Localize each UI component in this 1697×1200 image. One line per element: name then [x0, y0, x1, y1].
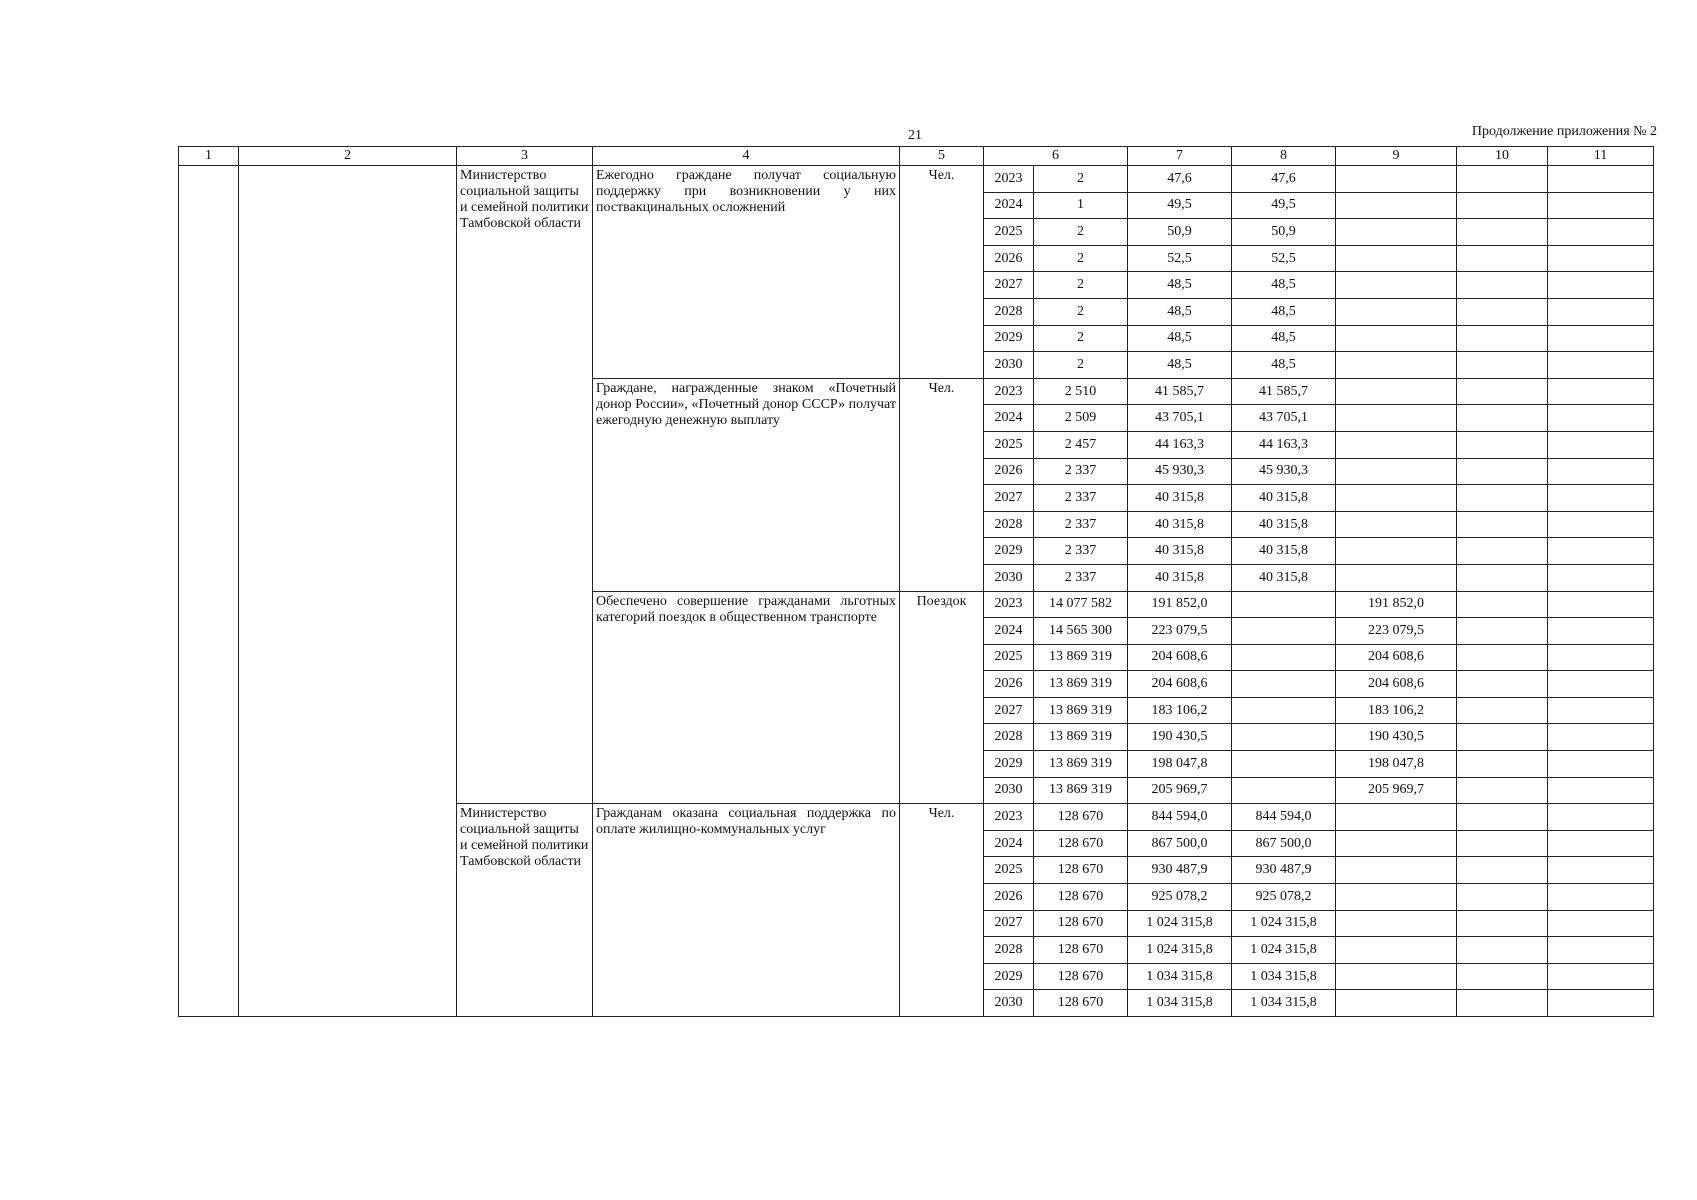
value-cell-7: 223 079,5: [1128, 618, 1232, 645]
value-cell-11: [1548, 910, 1654, 937]
year-cell: 2027: [984, 910, 1034, 937]
value-cell-11: [1548, 804, 1654, 831]
value-cell-9: [1336, 538, 1457, 565]
value-cell-7: 41 585,7: [1128, 378, 1232, 405]
value-cell-7: 204 608,6: [1128, 671, 1232, 698]
year-cell: 2025: [984, 431, 1034, 458]
value-cell-7: 49,5: [1128, 192, 1232, 219]
year-cell: 2025: [984, 219, 1034, 246]
value-cell-8: 1 024 315,8: [1232, 910, 1336, 937]
value-cell-8: 48,5: [1232, 298, 1336, 325]
year-cell: 2023: [984, 804, 1034, 831]
value-cell-6: 2 337: [1034, 564, 1128, 591]
col-header: 1: [179, 147, 239, 166]
value-cell-6: 1: [1034, 192, 1128, 219]
value-cell-10: [1457, 298, 1548, 325]
value-cell-11: [1548, 777, 1654, 804]
value-cell-10: [1457, 325, 1548, 352]
value-cell-8: 925 078,2: [1232, 884, 1336, 911]
value-cell-6: 2: [1034, 352, 1128, 379]
year-cell: 2028: [984, 511, 1034, 538]
value-cell-9: [1336, 431, 1457, 458]
value-cell-9: 204 608,6: [1336, 671, 1457, 698]
value-cell-6: 128 670: [1034, 804, 1128, 831]
year-cell: 2029: [984, 963, 1034, 990]
value-cell-9: [1336, 458, 1457, 485]
value-cell-7: 204 608,6: [1128, 644, 1232, 671]
cell-col1: [179, 166, 239, 1017]
value-cell-9: [1336, 884, 1457, 911]
agency-cell: Министерство социальной защиты и семейной политики Тамбовской области: [457, 166, 593, 804]
value-cell-7: 1 024 315,8: [1128, 937, 1232, 964]
year-cell: 2023: [984, 591, 1034, 618]
value-cell-6: 2 510: [1034, 378, 1128, 405]
year-cell: 2026: [984, 458, 1034, 485]
value-cell-7: 48,5: [1128, 352, 1232, 379]
unit-cell: Поездок: [900, 591, 984, 804]
value-cell-6: 13 869 319: [1034, 671, 1128, 698]
value-cell-11: [1548, 431, 1654, 458]
year-cell: 2027: [984, 272, 1034, 299]
year-cell: 2029: [984, 325, 1034, 352]
value-cell-8: [1232, 751, 1336, 778]
value-cell-8: 40 315,8: [1232, 538, 1336, 565]
value-cell-11: [1548, 671, 1654, 698]
value-cell-6: 2: [1034, 219, 1128, 246]
value-cell-6: 13 869 319: [1034, 777, 1128, 804]
year-cell: 2028: [984, 298, 1034, 325]
value-cell-10: [1457, 511, 1548, 538]
value-cell-10: [1457, 245, 1548, 272]
year-cell: 2026: [984, 671, 1034, 698]
value-cell-8: 44 163,3: [1232, 431, 1336, 458]
value-cell-7: 930 487,9: [1128, 857, 1232, 884]
value-cell-10: [1457, 192, 1548, 219]
value-cell-6: 2 509: [1034, 405, 1128, 432]
value-cell-10: [1457, 671, 1548, 698]
value-cell-7: 1 024 315,8: [1128, 910, 1232, 937]
year-cell: 2023: [984, 378, 1034, 405]
year-cell: 2027: [984, 697, 1034, 724]
year-cell: 2024: [984, 830, 1034, 857]
value-cell-9: 191 852,0: [1336, 591, 1457, 618]
value-cell-11: [1548, 192, 1654, 219]
value-cell-8: [1232, 777, 1336, 804]
year-cell: 2026: [984, 245, 1034, 272]
value-cell-8: [1232, 618, 1336, 645]
value-cell-7: 198 047,8: [1128, 751, 1232, 778]
value-cell-10: [1457, 618, 1548, 645]
value-cell-10: [1457, 937, 1548, 964]
year-cell: 2029: [984, 751, 1034, 778]
value-cell-10: [1457, 591, 1548, 618]
value-cell-9: [1336, 511, 1457, 538]
value-cell-10: [1457, 538, 1548, 565]
value-cell-7: 40 315,8: [1128, 564, 1232, 591]
value-cell-9: [1336, 245, 1457, 272]
value-cell-11: [1548, 857, 1654, 884]
value-cell-6: 2: [1034, 325, 1128, 352]
value-cell-6: 2 337: [1034, 485, 1128, 512]
year-cell: 2025: [984, 857, 1034, 884]
value-cell-11: [1548, 591, 1654, 618]
value-cell-6: 128 670: [1034, 990, 1128, 1017]
value-cell-7: 205 969,7: [1128, 777, 1232, 804]
value-cell-7: 47,6: [1128, 166, 1232, 193]
col-header: 10: [1457, 147, 1548, 166]
value-cell-10: [1457, 910, 1548, 937]
value-cell-6: 2 337: [1034, 458, 1128, 485]
year-cell: 2024: [984, 405, 1034, 432]
value-cell-9: 205 969,7: [1336, 777, 1457, 804]
value-cell-8: 52,5: [1232, 245, 1336, 272]
value-cell-8: 930 487,9: [1232, 857, 1336, 884]
value-cell-11: [1548, 485, 1654, 512]
value-cell-8: 1 024 315,8: [1232, 937, 1336, 964]
value-cell-10: [1457, 990, 1548, 1017]
value-cell-6: 14 565 300: [1034, 618, 1128, 645]
value-cell-10: [1457, 219, 1548, 246]
value-cell-9: [1336, 325, 1457, 352]
value-cell-6: 14 077 582: [1034, 591, 1128, 618]
value-cell-7: 867 500,0: [1128, 830, 1232, 857]
value-cell-7: 40 315,8: [1128, 511, 1232, 538]
value-cell-9: [1336, 405, 1457, 432]
value-cell-7: 1 034 315,8: [1128, 963, 1232, 990]
value-cell-10: [1457, 724, 1548, 751]
unit-cell: Чел.: [900, 378, 984, 591]
value-cell-11: [1548, 166, 1654, 193]
table-row: [179, 166, 1654, 193]
value-cell-10: [1457, 378, 1548, 405]
value-cell-10: [1457, 405, 1548, 432]
value-cell-7: 48,5: [1128, 298, 1232, 325]
col-header: 7: [1128, 147, 1232, 166]
value-cell-6: 128 670: [1034, 884, 1128, 911]
value-cell-11: [1548, 564, 1654, 591]
col-header: 8: [1232, 147, 1336, 166]
col-header: 11: [1548, 147, 1654, 166]
value-cell-8: 40 315,8: [1232, 485, 1336, 512]
value-cell-6: 13 869 319: [1034, 697, 1128, 724]
value-cell-6: 2 457: [1034, 431, 1128, 458]
value-cell-10: [1457, 458, 1548, 485]
unit-cell: Чел.: [900, 804, 984, 1017]
value-cell-7: 1 034 315,8: [1128, 990, 1232, 1017]
value-cell-11: [1548, 325, 1654, 352]
col-header: 4: [593, 147, 900, 166]
value-cell-7: 48,5: [1128, 325, 1232, 352]
value-cell-8: [1232, 697, 1336, 724]
value-cell-9: [1336, 298, 1457, 325]
value-cell-11: [1548, 724, 1654, 751]
year-cell: 2023: [984, 166, 1034, 193]
description-cell: Гражданам оказана социальная поддержка по оплате жилищно-коммунальных услуг: [593, 804, 900, 1017]
value-cell-9: [1336, 910, 1457, 937]
value-cell-10: [1457, 697, 1548, 724]
value-cell-8: 867 500,0: [1232, 830, 1336, 857]
value-cell-10: [1457, 830, 1548, 857]
value-cell-8: [1232, 644, 1336, 671]
value-cell-11: [1548, 352, 1654, 379]
value-cell-7: 191 852,0: [1128, 591, 1232, 618]
year-cell: 2028: [984, 724, 1034, 751]
value-cell-9: 198 047,8: [1336, 751, 1457, 778]
value-cell-8: 48,5: [1232, 272, 1336, 299]
value-cell-10: [1457, 804, 1548, 831]
value-cell-9: [1336, 378, 1457, 405]
value-cell-6: 128 670: [1034, 937, 1128, 964]
value-cell-7: 925 078,2: [1128, 884, 1232, 911]
value-cell-6: 2: [1034, 245, 1128, 272]
value-cell-6: 128 670: [1034, 857, 1128, 884]
value-cell-11: [1548, 751, 1654, 778]
value-cell-9: [1336, 830, 1457, 857]
value-cell-8: 50,9: [1232, 219, 1336, 246]
description-cell: Ежегодно граждане получат социальную поддержку при возникновении у них поствакцинальных осложнений: [593, 166, 900, 379]
value-cell-11: [1548, 378, 1654, 405]
value-cell-6: 2: [1034, 298, 1128, 325]
value-cell-6: 2: [1034, 272, 1128, 299]
value-cell-9: [1336, 804, 1457, 831]
year-cell: 2030: [984, 564, 1034, 591]
year-cell: 2030: [984, 352, 1034, 379]
value-cell-11: [1548, 298, 1654, 325]
value-cell-9: 183 106,2: [1336, 697, 1457, 724]
value-cell-10: [1457, 166, 1548, 193]
year-cell: 2029: [984, 538, 1034, 565]
appendix-caption: Продолжение приложения № 2: [1471, 124, 1657, 139]
col-header: 2: [239, 147, 457, 166]
description-cell: Обеспечено совершение гражданами льготных категорий поездок в общественном транспорте: [593, 591, 900, 804]
value-cell-11: [1548, 830, 1654, 857]
value-cell-11: [1548, 884, 1654, 911]
description-cell: Граждане, награжденные знаком «Почетный донор России», «Почетный донор СССР» получат ежегодную денежную выплату: [593, 378, 900, 591]
value-cell-10: [1457, 884, 1548, 911]
year-cell: 2030: [984, 777, 1034, 804]
value-cell-11: [1548, 511, 1654, 538]
value-cell-8: 1 034 315,8: [1232, 963, 1336, 990]
value-cell-9: [1336, 857, 1457, 884]
value-cell-7: 45 930,3: [1128, 458, 1232, 485]
value-cell-6: 2 337: [1034, 538, 1128, 565]
value-cell-11: [1548, 405, 1654, 432]
value-cell-7: 48,5: [1128, 272, 1232, 299]
value-cell-6: 2 337: [1034, 511, 1128, 538]
cell-col2: [239, 166, 457, 1017]
value-cell-8: 48,5: [1232, 325, 1336, 352]
value-cell-6: 128 670: [1034, 963, 1128, 990]
value-cell-8: 47,6: [1232, 166, 1336, 193]
value-cell-8: 1 034 315,8: [1232, 990, 1336, 1017]
value-cell-11: [1548, 618, 1654, 645]
value-cell-11: [1548, 644, 1654, 671]
col-header: 9: [1336, 147, 1457, 166]
value-cell-9: [1336, 963, 1457, 990]
value-cell-7: 44 163,3: [1128, 431, 1232, 458]
value-cell-9: 204 608,6: [1336, 644, 1457, 671]
value-cell-11: [1548, 697, 1654, 724]
page-number: 21: [908, 128, 922, 143]
value-cell-10: [1457, 431, 1548, 458]
year-cell: 2025: [984, 644, 1034, 671]
value-cell-9: 223 079,5: [1336, 618, 1457, 645]
value-cell-10: [1457, 644, 1548, 671]
value-cell-6: 13 869 319: [1034, 724, 1128, 751]
value-cell-9: [1336, 272, 1457, 299]
value-cell-8: [1232, 724, 1336, 751]
value-cell-10: [1457, 777, 1548, 804]
year-cell: 2024: [984, 192, 1034, 219]
year-cell: 2026: [984, 884, 1034, 911]
value-cell-10: [1457, 485, 1548, 512]
value-cell-7: 52,5: [1128, 245, 1232, 272]
value-cell-8: [1232, 671, 1336, 698]
value-cell-7: 40 315,8: [1128, 485, 1232, 512]
value-cell-6: 2: [1034, 166, 1128, 193]
value-cell-10: [1457, 963, 1548, 990]
value-cell-7: 844 594,0: [1128, 804, 1232, 831]
year-cell: 2027: [984, 485, 1034, 512]
value-cell-6: 128 670: [1034, 830, 1128, 857]
value-cell-8: 43 705,1: [1232, 405, 1336, 432]
value-cell-8: 45 930,3: [1232, 458, 1336, 485]
value-cell-9: [1336, 166, 1457, 193]
year-cell: 2030: [984, 990, 1034, 1017]
value-cell-9: 190 430,5: [1336, 724, 1457, 751]
unit-cell: Чел.: [900, 166, 984, 379]
value-cell-9: [1336, 352, 1457, 379]
value-cell-11: [1548, 937, 1654, 964]
value-cell-11: [1548, 990, 1654, 1017]
value-cell-8: 844 594,0: [1232, 804, 1336, 831]
value-cell-6: 13 869 319: [1034, 644, 1128, 671]
value-cell-9: [1336, 564, 1457, 591]
value-cell-7: 50,9: [1128, 219, 1232, 246]
value-cell-10: [1457, 857, 1548, 884]
value-cell-8: 40 315,8: [1232, 511, 1336, 538]
value-cell-6: 13 869 319: [1034, 751, 1128, 778]
value-cell-11: [1548, 538, 1654, 565]
value-cell-11: [1548, 219, 1654, 246]
agency-cell: Министерство социальной защиты и семейной политики Тамбовской области: [457, 804, 593, 1017]
value-cell-11: [1548, 458, 1654, 485]
value-cell-8: [1232, 591, 1336, 618]
value-cell-8: 49,5: [1232, 192, 1336, 219]
value-cell-10: [1457, 352, 1548, 379]
value-cell-6: 128 670: [1034, 910, 1128, 937]
value-cell-7: 43 705,1: [1128, 405, 1232, 432]
value-cell-8: 48,5: [1232, 352, 1336, 379]
value-cell-10: [1457, 272, 1548, 299]
value-cell-8: 41 585,7: [1232, 378, 1336, 405]
value-cell-11: [1548, 245, 1654, 272]
value-cell-9: [1336, 990, 1457, 1017]
col-header: 3: [457, 147, 593, 166]
value-cell-7: 183 106,2: [1128, 697, 1232, 724]
value-cell-7: 40 315,8: [1128, 538, 1232, 565]
col-header: 5: [900, 147, 984, 166]
value-cell-10: [1457, 751, 1548, 778]
value-cell-8: 40 315,8: [1232, 564, 1336, 591]
value-cell-7: 190 430,5: [1128, 724, 1232, 751]
appendix-table: [178, 146, 1654, 1017]
value-cell-11: [1548, 272, 1654, 299]
value-cell-9: [1336, 485, 1457, 512]
value-cell-9: [1336, 192, 1457, 219]
value-cell-9: [1336, 937, 1457, 964]
col-header: 6: [984, 147, 1128, 166]
year-cell: 2028: [984, 937, 1034, 964]
value-cell-11: [1548, 963, 1654, 990]
value-cell-10: [1457, 564, 1548, 591]
value-cell-9: [1336, 219, 1457, 246]
header-row: [179, 147, 1654, 166]
year-cell: 2024: [984, 618, 1034, 645]
